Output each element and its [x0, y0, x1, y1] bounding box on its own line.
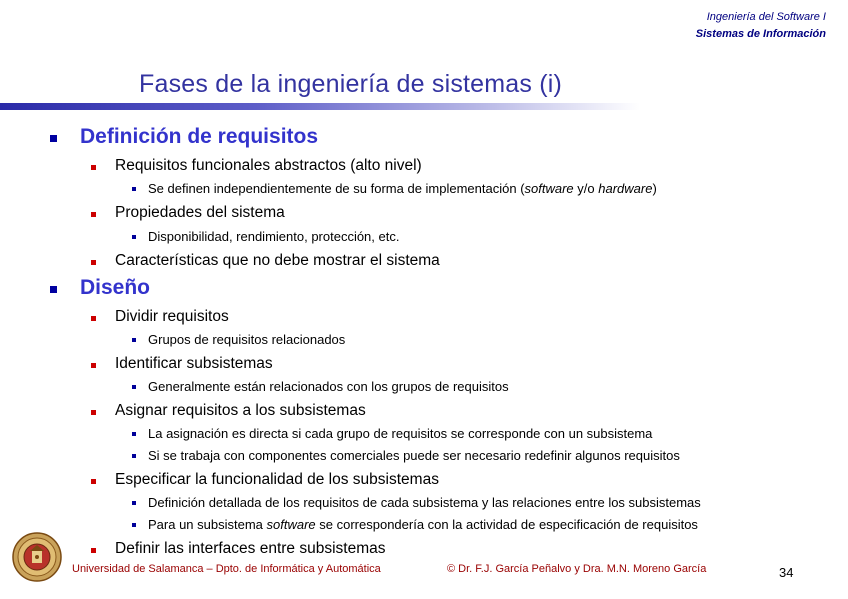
subitem-bullet — [132, 338, 136, 342]
item-bullet — [91, 316, 96, 321]
subitem-bullet — [132, 235, 136, 239]
section-bullet — [50, 286, 57, 293]
list-item: Dividir requisitos — [115, 308, 229, 326]
subitem-bullet — [132, 523, 136, 527]
list-item: Especificar la funcionalidad de los subsistemas — [115, 471, 439, 489]
item-bullet — [91, 212, 96, 217]
list-item: Identificar subsistemas — [115, 355, 273, 373]
item-bullet — [91, 165, 96, 170]
page-number: 34 — [779, 565, 794, 580]
list-subitem: Si se trabaja con componentes comerciales puede ser necesario redefinir algunos requisitos — [148, 448, 680, 463]
subitem-bullet — [132, 385, 136, 389]
list-item: Requisitos funcionales abstractos (alto nivel) — [115, 157, 422, 175]
title-underline-bar — [0, 103, 640, 110]
item-bullet — [91, 260, 96, 265]
section-heading-diseno: Diseño — [80, 276, 150, 300]
footer-university: Universidad de Salamanca – Dpto. de Informática y Automática — [72, 563, 381, 575]
subitem-bullet — [132, 187, 136, 191]
subitem-bullet — [132, 454, 136, 458]
list-item: Características que no debe mostrar el sistema — [115, 252, 440, 270]
list-subitem: Definición detallada de los requisitos de cada subsistema y las relaciones entre los subsistemas — [148, 495, 701, 510]
list-item: Asignar requisitos a los subsistemas — [115, 402, 366, 420]
section-heading-requisitos: Definición de requisitos — [80, 125, 318, 149]
list-item: Definir las interfaces entre subsistemas — [115, 540, 386, 558]
list-subitem: Generalmente están relacionados con los grupos de requisitos — [148, 379, 509, 394]
item-bullet — [91, 363, 96, 368]
item-bullet — [91, 410, 96, 415]
slide-title: Fases de la ingeniería de sistemas (i) — [139, 70, 563, 98]
footer-copyright: © Dr. F.J. García Peñalvo y Dra. M.N. Moreno García — [447, 563, 707, 575]
course-name: Ingeniería del Software I — [706, 11, 826, 23]
item-bullet — [91, 479, 96, 484]
list-item: Propiedades del sistema — [115, 204, 285, 222]
list-subitem: Se definen independientemente de su forma de implementación (software y/o hardware) — [148, 181, 657, 196]
list-subitem: Grupos de requisitos relacionados — [148, 332, 345, 347]
course-header — [696, 9, 826, 43]
subitem-bullet — [132, 432, 136, 436]
list-subitem: Disponibilidad, rendimiento, protección, etc. — [148, 229, 399, 244]
list-subitem: La asignación es directa si cada grupo de requisitos se corresponde con un subsistema — [148, 426, 652, 441]
university-seal-icon — [12, 532, 62, 582]
course-subject: Sistemas de Información — [695, 28, 826, 40]
list-subitem: Para un subsistema software se correspondería con la actividad de especificación de requisitos — [148, 517, 698, 532]
section-bullet — [50, 135, 57, 142]
subitem-bullet — [132, 501, 136, 505]
item-bullet — [91, 548, 96, 553]
